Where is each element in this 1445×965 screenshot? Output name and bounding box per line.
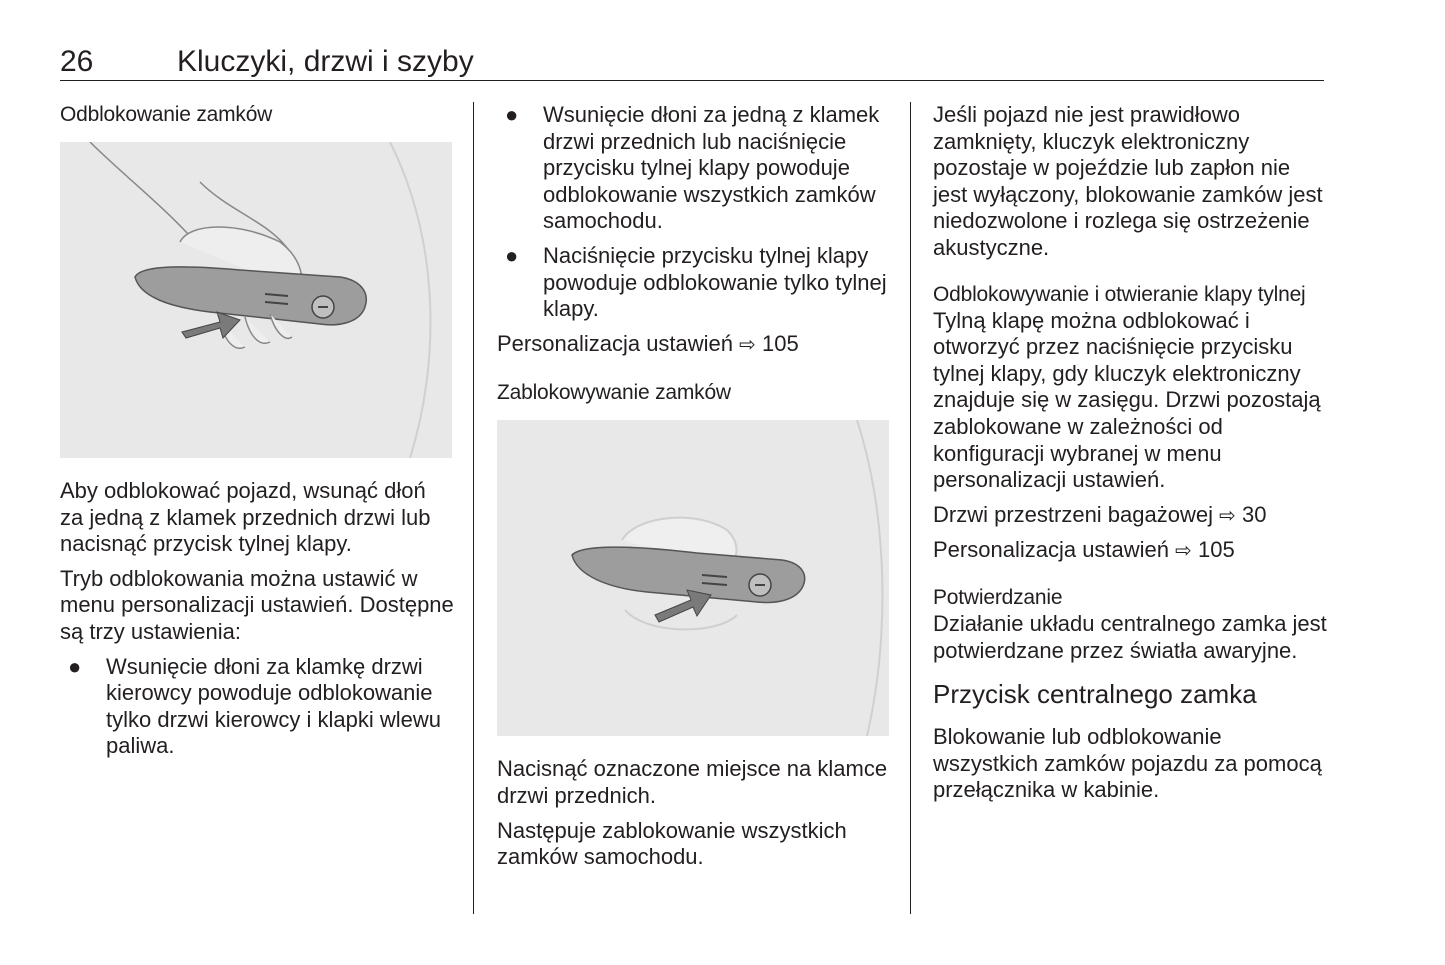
page-number: 26	[60, 45, 94, 78]
column-2	[497, 102, 892, 879]
list-item-text: Wsunięcie dłoni za klamkę drzwi kierowcy powoduje odblokowanie tylko drzwi kierowcy i klapki wlewu paliwa.	[106, 653, 441, 759]
chapter-title: Kluczyki, drzwi i szyby	[177, 45, 474, 78]
paragraph: Jeśli pojazd nie jest prawidłowo zamknięty, kluczyk elektroniczny pozostaje w pojeździe lub zapłon nie jest wyłączony, blokowanie zamków jest niedozwolone i rozlega się ostrzeżenie akustyczne.	[933, 102, 1323, 260]
cross-reference-luggage-door[interactable]	[933, 502, 1328, 530]
column-3	[933, 102, 1328, 812]
xref-text: Drzwi przestrzeni bagażowej	[933, 501, 1213, 527]
column-1	[60, 102, 455, 768]
xref-page: 30	[1242, 501, 1267, 527]
list-item	[497, 102, 892, 235]
cross-reference-personalization[interactable]	[933, 537, 1328, 565]
page-ref-arrow-icon: ⇨	[1175, 540, 1192, 563]
paragraph: Działanie układu centralnego zamka jest potwierdzane przez światła awaryjne.	[933, 610, 1327, 663]
bullet-icon: ●	[68, 653, 82, 679]
list-item-text: Naciśnięcie przycisku tylnej klapy powoduje odblokowanie tylko tylnej klapy.	[543, 242, 887, 322]
paragraph: Nacisnąć oznaczone miejsce na klamce drzwi przednich.	[497, 756, 888, 808]
paragraph: Tylną klapę można odblokować i otworzyć przez naciśnięcie przycisku tylnej klapy, gdy kluczyk elektroniczny znajduje się w zasięgu. Drzwi pozostają zablokowane w zależności od konfiguracji wybranej w menu personalizacji ustawień.	[933, 307, 1321, 493]
list-item	[497, 243, 892, 323]
paragraph: Tryb odblokowania można ustawić w menu personalizacji ustawień. Dostępne są trzy ustawienia:	[60, 565, 454, 644]
section-heading-locking: Zablokowywanie zamków	[497, 381, 731, 405]
list-item	[60, 654, 455, 760]
bullet-icon: ●	[505, 242, 519, 268]
xref-text: Personalizacja ustawień	[933, 537, 1170, 563]
page-ref-arrow-icon: ⇨	[1219, 504, 1236, 527]
column-divider	[910, 102, 911, 914]
xref-page: 105	[762, 330, 799, 356]
list-item-text: Wsunięcie dłoni za jedną z klamek drzwi przednich lub naciśnięcie przycisku tylnej klapy powoduje odblokowanie wszystkich zamków samochodu.	[543, 102, 880, 234]
page-header	[60, 44, 1324, 81]
xref-page: 105	[1198, 537, 1235, 563]
section-heading-confirmation: Potwierdzanie	[933, 585, 1063, 609]
section-heading-unlocking: Odblokowanie zamków	[60, 103, 273, 126]
unlock-illustration	[60, 142, 452, 458]
lock-illustration	[497, 420, 889, 736]
page-ref-arrow-icon: ⇨	[739, 333, 756, 356]
section-heading-central-lock-button: Przycisk centralnego zamka	[933, 679, 1257, 710]
figure-unlock-hand-handle	[60, 142, 452, 458]
paragraph: Aby odblokować pojazd, wsunąć dłoń za jedną z klamek przednich drzwi lub nacisnąć przycisk tylnej klapy.	[60, 478, 431, 557]
paragraph: Następuje zablokowanie wszystkich zamków samochodu.	[497, 817, 847, 870]
column-divider	[473, 102, 474, 914]
figure-lock-handle	[497, 420, 889, 736]
bullet-icon: ●	[505, 102, 519, 127]
xref-text: Personalizacja ustawień	[497, 330, 734, 356]
paragraph: Blokowanie lub odblokowanie wszystkich zamków pojazdu za pomocą przełącznika w kabinie.	[933, 724, 1322, 803]
cross-reference-personalization[interactable]	[497, 331, 892, 359]
section-heading-tailgate: Odblokowywanie i otwieranie klapy tylnej	[933, 282, 1306, 306]
